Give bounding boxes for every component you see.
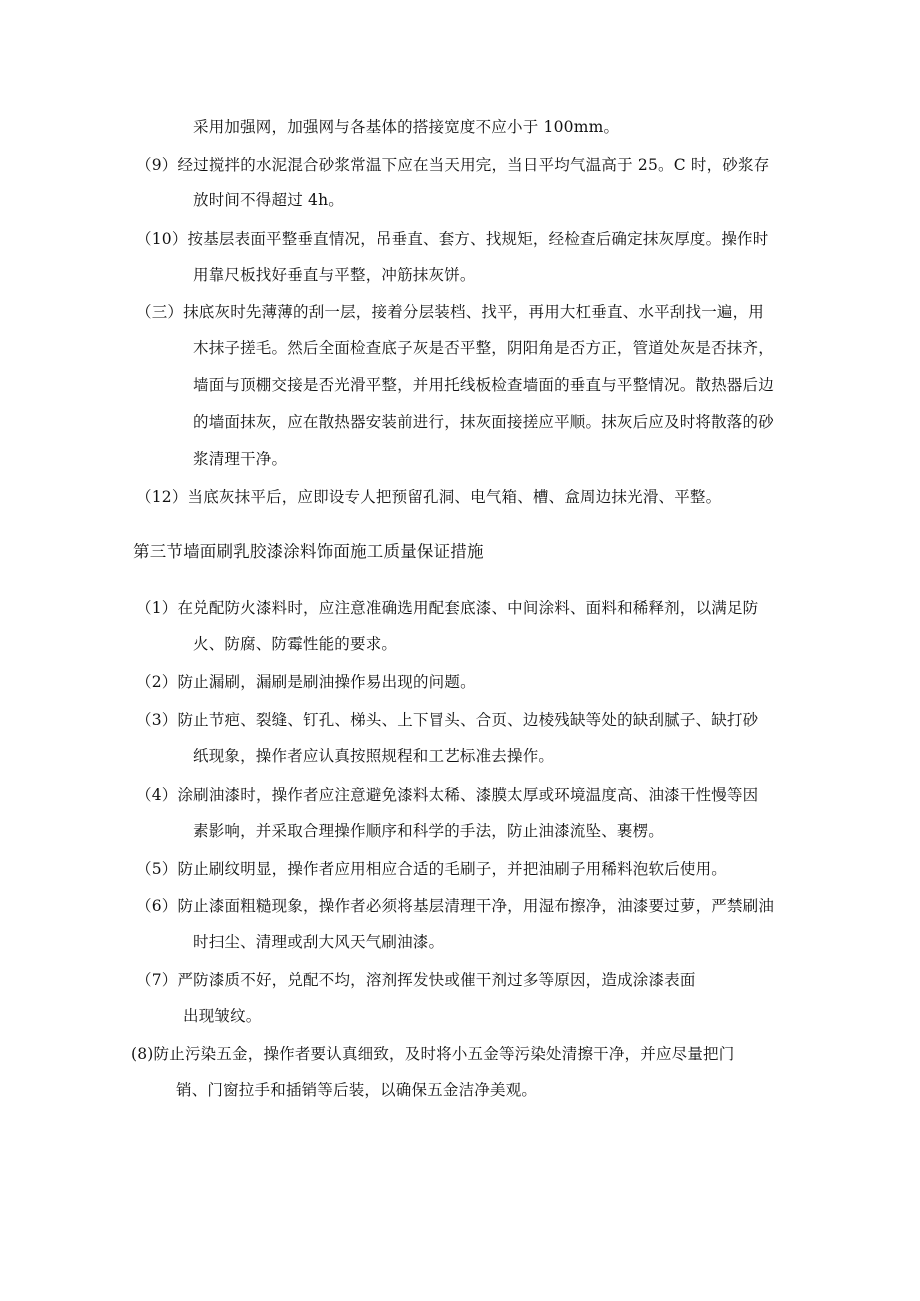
item-10-line-2: 用靠尺板找好垂直与平整，冲筋抹灰饼。 — [193, 266, 476, 284]
s3-item-4-line-2: 素影响，并采取合理操作顺序和科学的手法，防止油漆流坠、裹楞。 — [193, 822, 665, 840]
s3-item-1-line-2: 火、防腐、防霉性能的要求。 — [193, 635, 398, 653]
item-three-line-5: 浆清理干净。 — [193, 450, 288, 468]
continuation-line: 采用加强网，加强网与各基体的搭接宽度不应小于 100mm。 — [193, 118, 620, 136]
item-three-line-4: 的墙面抹灰，应在散热器安装前进行，抹灰面接搓应平顺。抹灰后应及时将散落的砂 — [193, 413, 774, 431]
s3-item-2-line-1: （2）防止漏刷，漏刷是刷油操作易出现的问题。 — [136, 673, 476, 691]
s3-item-3-line-1: （3）防止节疤、裂缝、钉孔、梯头、上下冒头、合页、边棱残缺等处的缺刮腻子、缺打砂 — [136, 711, 759, 729]
s3-item-4-line-1: （4）涂刷油漆时，操作者应注意避免漆料太稀、漆膜太厚或环境温度高、油漆干性慢等因 — [136, 786, 759, 804]
s3-item-8-line-1: (8)防止污染五金，操作者要认真细致，及时将小五金等污染处清擦干净，并应尽量把门 — [131, 1045, 735, 1063]
item-9-line-2: 放时间不得超过 4h。 — [193, 191, 344, 209]
item-three-line-1: （三）抹底灰时先薄薄的刮一层，接着分层装档、找平，再用大杠垂直、水平刮找一遍，用 — [136, 303, 765, 321]
item-three-line-3: 墙面与顶棚交接是否光滑平整，并用托线板检查墙面的垂直与平整情况。散热器后边 — [193, 376, 774, 394]
s3-item-8-line-2: 销、门窗拉手和插销等后装，以确保五金洁净美观。 — [176, 1081, 538, 1099]
s3-item-7-line-1: （7）严防漆质不好，兑配不均，溶剂挥发快或催干剂过多等原因，造成涂漆表面 — [136, 971, 696, 989]
section-title: 第三节墙面刷乳胶漆涂料饰面施工质量保证措施 — [133, 542, 484, 561]
s3-item-3-line-2: 纸现象，操作者应认真按照规程和工艺标准去操作。 — [193, 747, 555, 765]
s3-item-1-line-1: （1）在兑配防火漆料时，应注意准确选用配套底漆、中间涂料、面料和稀释剂，以满足防 — [136, 599, 759, 617]
item-9-line-1: （9）经过搅拌的水泥混合砂浆常温下应在当天用完，当日平均气温高于 25。C 时，砂浆存 — [136, 156, 770, 174]
item-10-line-1: （10）按基层表面平整垂直情况，吊垂直、套方、找规矩，经检查后确定抹灰厚度。操作时 — [136, 230, 769, 248]
s3-item-7-line-2: 出现皱纹。 — [183, 1007, 262, 1025]
item-three-line-2: 木抹子搓毛。然后全面检查底子灰是否平整，阴阳角是否方正，管道处灰是否抹齐， — [193, 339, 774, 357]
s3-item-5-line-1: （5）防止刷纹明显，操作者应用相应合适的毛刷子，并把油刷子用稀料泡软后使用。 — [136, 860, 727, 878]
s3-item-6-line-1: （6）防止漆面粗糙现象，操作者必须将基层清理干净，用湿布擦净，油漆要过萝，严禁刷油 — [136, 897, 775, 915]
s3-item-6-line-2: 时扫尘、清理或刮大风天气刷油漆。 — [193, 933, 445, 951]
item-12-line-1: （12）当底灰抹平后，应即设专人把预留孔洞、电气箱、槽、盒周边抹光滑、平整。 — [136, 488, 722, 506]
